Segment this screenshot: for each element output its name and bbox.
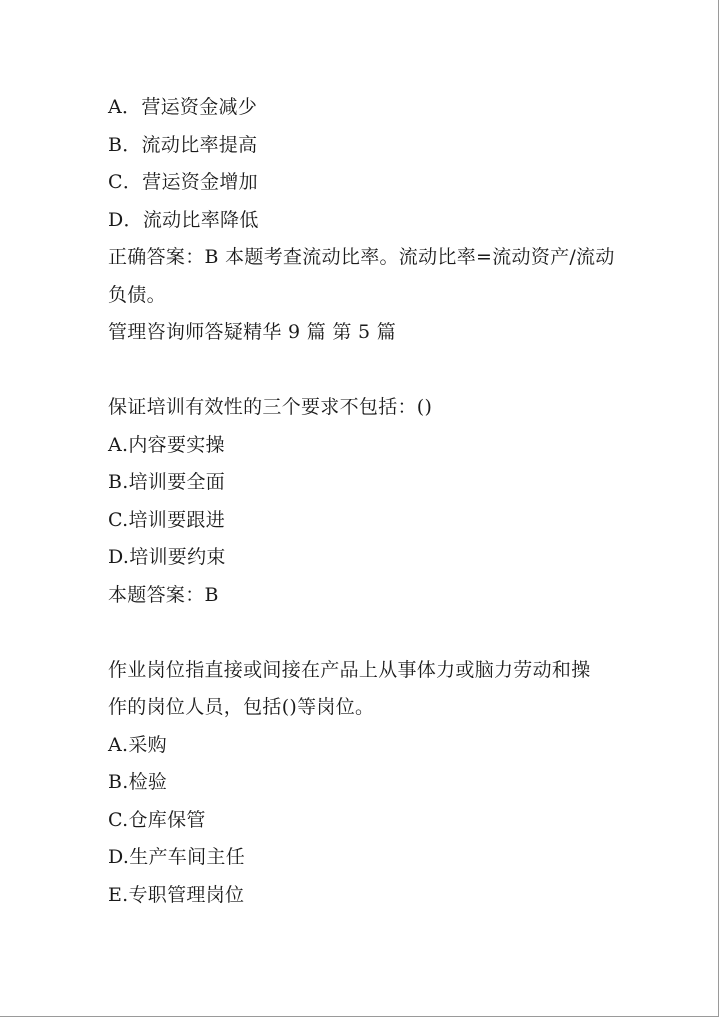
question1-answer: 本题答案：B	[108, 583, 219, 606]
option-c: C．营运资金增加	[108, 171, 258, 193]
question1-option-c: C.培训要跟进	[108, 508, 226, 531]
question2-stem-line2: 作的岗位人员，包括()等岗位。	[108, 696, 375, 718]
question2-option-b: B.检验	[108, 771, 168, 793]
question2-option-c: C.仓库保管	[108, 808, 206, 831]
option-b: B．流动比率提高	[108, 133, 258, 156]
spacer	[108, 352, 628, 390]
option-d: D．流动比率降低	[108, 208, 259, 231]
question1-option-a: A.内容要实操	[108, 433, 225, 456]
question2-option-e: E.专职管理岗位	[108, 883, 245, 906]
option-a: A．营运资金减少	[108, 96, 258, 118]
question1-option-d: D.培训要约束	[108, 546, 226, 568]
document-body	[108, 89, 628, 914]
spacer	[108, 614, 628, 652]
question1-stem: 保证培训有效性的三个要求不包括：()	[108, 396, 433, 418]
question2-stem-line1: 作业岗位指直接或间接在产品上从事体力或脑力劳动和操	[108, 658, 591, 681]
question2-option-a: A.采购	[108, 733, 167, 756]
question1-option-b: B.培训要全面	[108, 471, 226, 493]
answer-explanation-line2: 负债。	[108, 283, 166, 306]
question2-option-d: D.生产车间主任	[108, 846, 245, 868]
answer-explanation-line1: 正确答案：B 本题考查流动比率。流动比率=流动资产/流动	[108, 246, 615, 268]
section-title: 管理咨询师答疑精华 9 篇 第 5 篇	[108, 321, 397, 343]
